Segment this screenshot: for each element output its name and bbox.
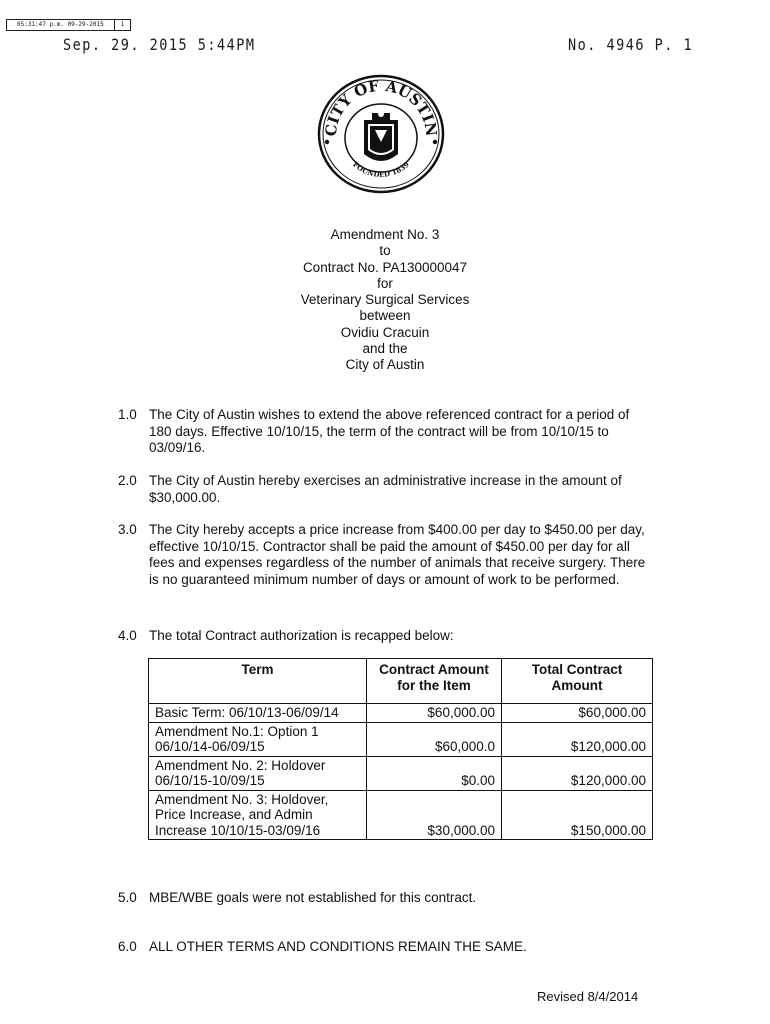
term-cell: Basic Term: 06/10/13-06/09/14 [149, 704, 367, 723]
fax-date-time: Sep. 29. 2015 5:44PM [63, 36, 256, 55]
title-line: City of Austin [345, 357, 425, 373]
table-row [149, 704, 653, 723]
seal-top-text: CITY OF AUSTIN [321, 76, 441, 138]
section-text: ALL OTHER TERMS AND CONDITIONS REMAIN THE SAME. [149, 939, 527, 954]
svg-text:FOUNDED 1839 [351, 160, 411, 179]
section-3 [118, 522, 648, 588]
amount-cell: $60,000.00 [367, 704, 502, 723]
table-row [149, 722, 653, 756]
section-5 [118, 890, 648, 907]
title-line: between [359, 308, 411, 324]
total-cell: $60,000.00 [502, 704, 653, 723]
table-row [149, 756, 653, 790]
column-header-contract-amount: Contract Amount for the Item [367, 659, 502, 704]
fax-number-page: No. 4946 P. 1 [568, 36, 694, 55]
total-cell: $120,000.00 [502, 756, 653, 790]
column-header-total-amount: Total Contract Amount [502, 659, 653, 704]
section-1 [118, 407, 648, 457]
fax-stamp-time: 05:31:47 p.m. 09-29-2015 [6, 19, 115, 31]
fax-stamp-page: 1 [115, 19, 132, 31]
title-line: Amendment No. 3 [330, 227, 440, 242]
section-text: The total Contract authorization is recapped below: [149, 628, 454, 643]
section-number: 1.0 [118, 407, 137, 422]
term-cell: Amendment No. 2: Holdover 06/10/15-10/09/15 [149, 756, 367, 790]
city-seal-logo [314, 70, 448, 194]
section-number: 5.0 [118, 890, 137, 905]
section-text: MBE/WBE goals were not established for this contract. [149, 890, 477, 905]
total-cell: $120,000.00 [502, 722, 653, 756]
table-header-row [149, 659, 653, 704]
title-line: for [377, 275, 393, 291]
title-line: to [379, 243, 391, 259]
fax-stamp [6, 19, 131, 31]
term-cell: Amendment No. 3: Holdover, Price Increase, and Admin Increase 10/10/15-03/09/16 [149, 790, 367, 840]
total-cell: $150,000.00 [502, 790, 653, 840]
section-text: The City of Austin wishes to extend the above referenced contract for a period of 180 days. Effective 10/10/15, the term of the contract will be from 10/10/15 to 03/09/16. [149, 407, 630, 455]
title-line: and the [362, 341, 408, 357]
amount-cell: $0.00 [367, 756, 502, 790]
contract-recap-table [148, 658, 653, 840]
revised-date: Revised 8/4/2014 [537, 989, 639, 1004]
section-text: The City of Austin hereby exercises an administrative increase in the amount of $30,000.00. [149, 473, 622, 505]
amendment-title [200, 227, 570, 374]
column-header-term: Term [149, 659, 367, 704]
amount-cell: $60,000.0 [367, 722, 502, 756]
section-number: 2.0 [118, 473, 137, 488]
seal-bottom-text: FOUNDED 1839 [351, 159, 411, 179]
title-line: Ovidiu Cracuin [340, 324, 430, 340]
title-line: Veterinary Surgical Services [300, 292, 470, 308]
term-cell: Amendment No.1: Option 1 06/10/14-06/09/15 [149, 722, 367, 756]
table-row [149, 790, 653, 840]
section-2 [118, 473, 648, 506]
section-number: 6.0 [118, 939, 137, 954]
amount-cell: $30,000.00 [367, 790, 502, 840]
section-number: 3.0 [118, 522, 137, 537]
section-number: 4.0 [118, 628, 137, 643]
title-line: Contract No. PA130000047 [302, 259, 468, 275]
section-6 [118, 939, 648, 956]
section-text: The City hereby accepts a price increase from $400.00 per day to $450.00 per day, effective 10/10/15. Contractor shall be paid the amount of $450.00 per day for all fees and expenses regardless of the number of animals that receive surgery. There is no guaranteed minimum number of days or amount of work to be performed. [149, 522, 646, 587]
section-4 [118, 628, 648, 645]
